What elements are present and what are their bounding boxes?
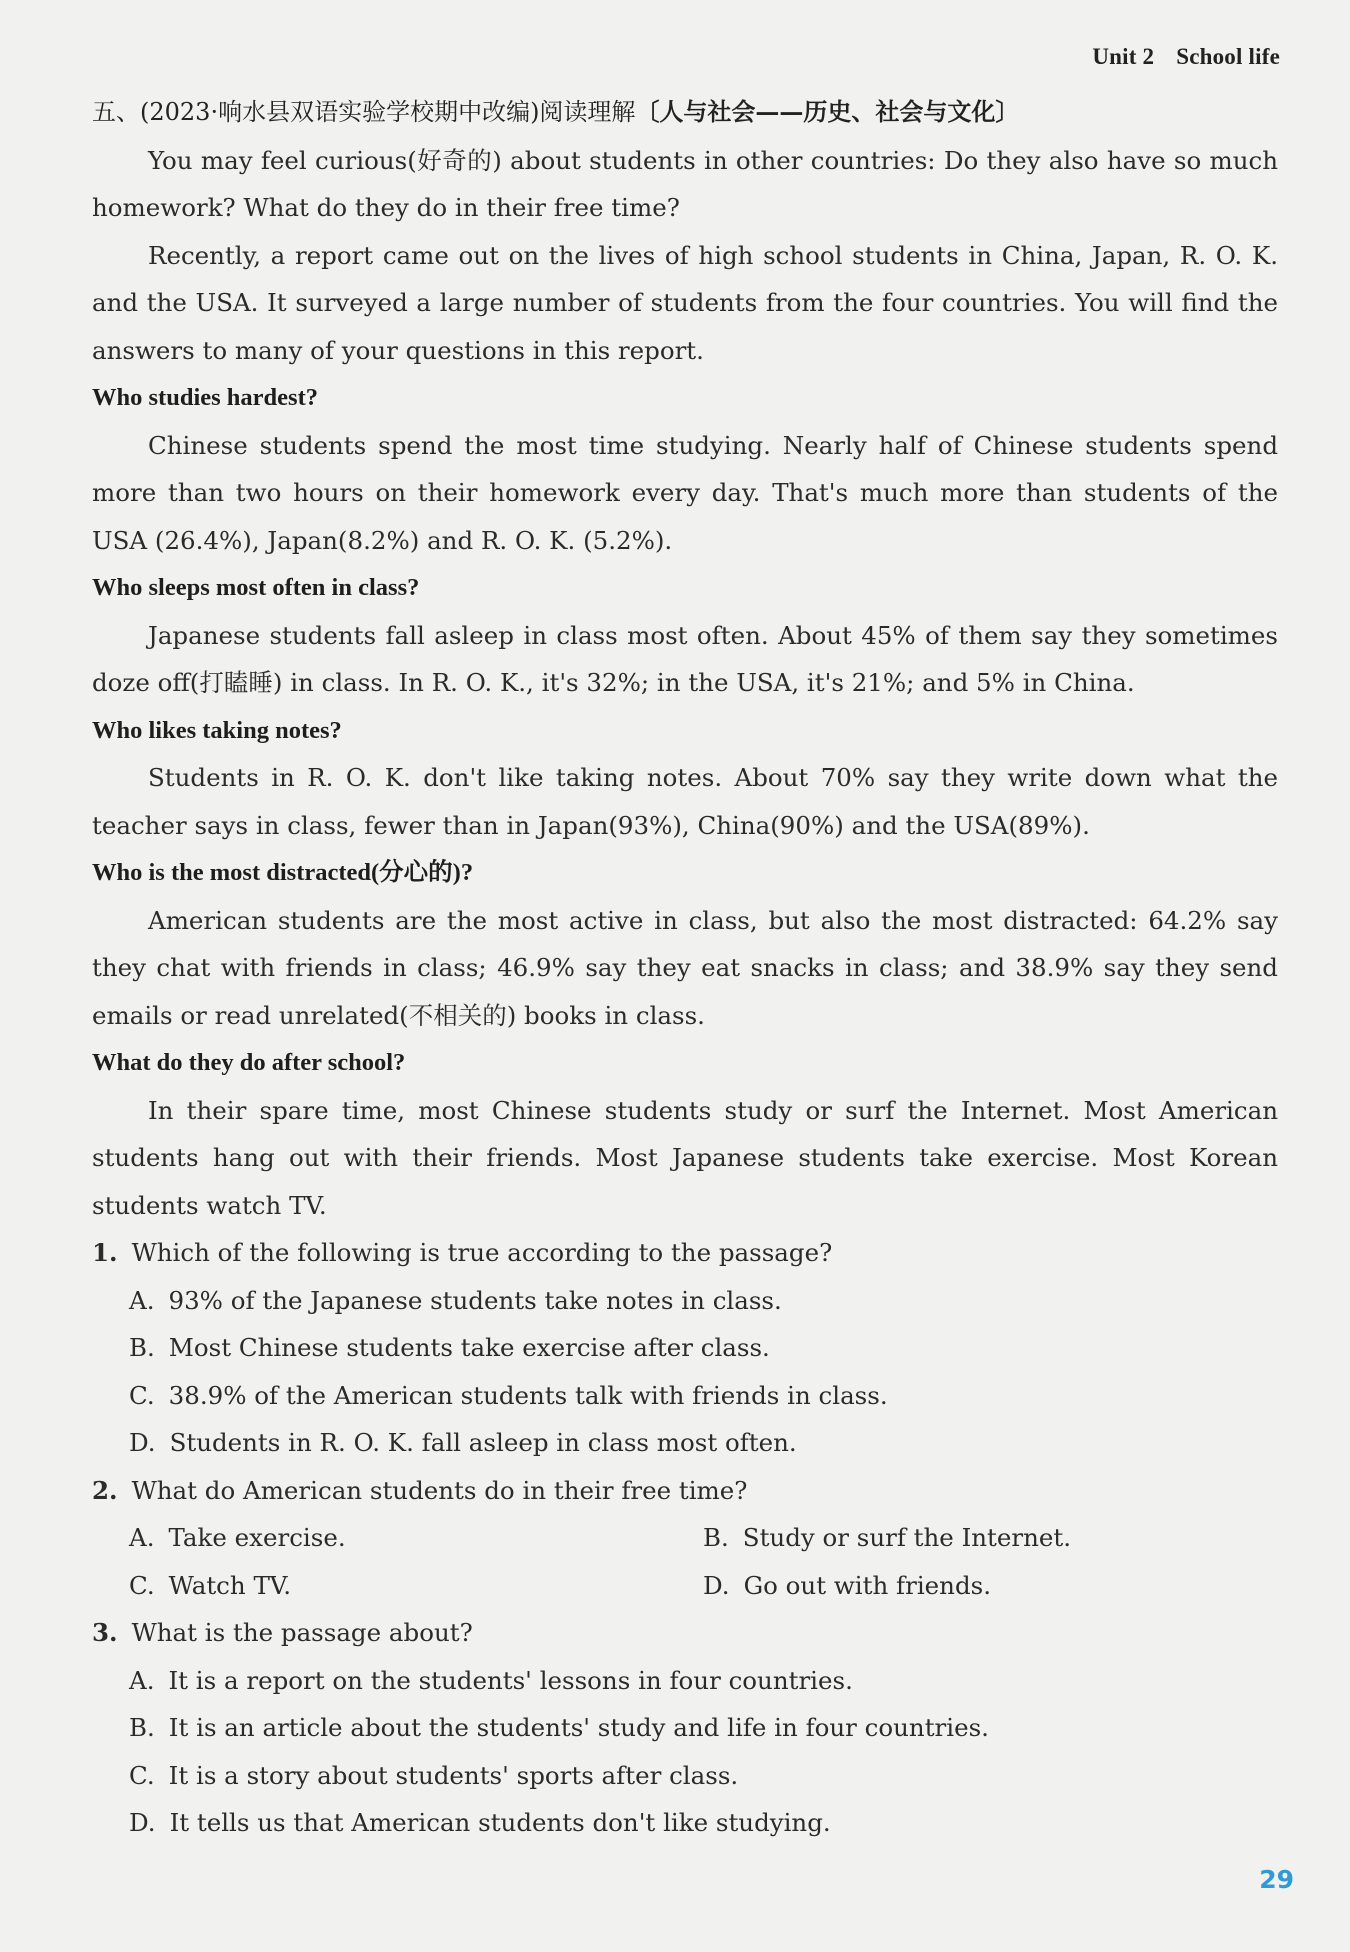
page-number: 29 — [1259, 1865, 1294, 1894]
unit-title: School life — [1176, 44, 1280, 69]
question-stem: What do American students do in their free time? — [131, 1475, 748, 1505]
question-stem: Which of the following is true according to the passage? — [131, 1238, 833, 1267]
question-number: 2. — [92, 1475, 118, 1505]
question-3 — [92, 1609, 1278, 1657]
intro-paragraph-2: Recently, a report came out on the lives of high school students in China, Japan, R. O. K. and the USA. It surveyed a large number of students from the four countries. You will find the answers to many of your questions in this report. — [92, 240, 1278, 365]
question-2 — [92, 1467, 1278, 1515]
question-2-options-row-1 — [92, 1514, 1278, 1562]
question-1 — [92, 1229, 1278, 1277]
section-prefix: 五、(2023·响水县双语实验学校期中改编)阅读理解 — [92, 98, 636, 126]
question-1-option-c[interactable]: C. 38.9% of the American students talk with friends in class. — [129, 1380, 888, 1410]
question-stem: What is the passage about? — [131, 1618, 473, 1647]
running-head — [1092, 44, 1280, 70]
question-number: 3. — [92, 1618, 118, 1647]
question-2-option-d[interactable]: D. Go out with friends. — [703, 1570, 991, 1600]
section-topic: 〔人与社会——历史、社会与文化〕 — [635, 97, 1020, 126]
question-3-option-a[interactable]: A. It is a report on the students' lessons in four countries. — [129, 1665, 853, 1695]
paragraph-after-school: In their spare time, most Chinese students study or surf the Internet. Most American students hang out with their friends. Most Japanese students take exercise. Most Korean students watch TV. — [92, 1095, 1278, 1220]
question-1-option-d[interactable]: D. Students in R. O. K. fall asleep in class most often. — [129, 1428, 797, 1457]
paragraph-studies: Chinese students spend the most time studying. Nearly half of Chinese students spend more than two hours on their homework every day. That's much more than students of the USA (26.4%), Japan(8.2%) and R. O. K. (5.2%). — [92, 430, 1278, 555]
question-3-option-d[interactable]: D. It tells us that American students don't like studying. — [129, 1808, 831, 1837]
subheading-after-school: What do they do after school? — [92, 1049, 406, 1076]
question-number: 1. — [92, 1238, 118, 1267]
subheading-distracted: Who is the most distracted(分心的)? — [92, 859, 474, 886]
paragraph-notes: Students in R. O. K. don't like taking notes. About 70% say they write down what the teacher says in class, fewer than in Japan(93%), China(90%) and the USA(89%). — [92, 763, 1278, 840]
question-2-option-c[interactable]: C. Watch TV. — [129, 1570, 292, 1600]
subheading-studies: Who studies hardest? — [92, 384, 318, 411]
paragraph-sleeps: Japanese students fall asleep in class most often. About 45% of them say they sometimes doze off(打瞌睡) in class. In R. O. K., it's 32%; in the USA, it's 21%; and 5% in China. — [92, 620, 1278, 697]
content — [92, 88, 1278, 1847]
question-1-option-a[interactable]: A. 93% of the Japanese students take notes in class. — [129, 1285, 782, 1315]
subheading-notes: Who likes taking notes? — [92, 716, 342, 744]
unit-label: Unit 2 — [1092, 44, 1155, 69]
question-1-option-b[interactable]: B. Most Chinese students take exercise after class. — [129, 1333, 770, 1362]
question-3-option-c[interactable]: C. It is a story about students' sports after class. — [129, 1760, 739, 1790]
intro-paragraph-1: You may feel curious(好奇的) about students in other countries: Do they also have so much homework? What do they do in their free time? — [92, 145, 1278, 222]
section-heading — [92, 88, 1278, 137]
question-2-option-b[interactable]: B. Study or surf the Internet. — [703, 1523, 1072, 1552]
question-3-option-b[interactable]: B. It is an article about the students' study and life in four countries. — [129, 1713, 989, 1742]
subheading-sleeps: Who sleeps most often in class? — [92, 574, 420, 601]
paragraph-distracted: American students are the most active in class, but also the most distracted: 64.2% say they chat with friends in class; 46.9% say they eat snacks in class; and 38.9% say they send emails or read unrelated(不相关的) books in class. — [92, 905, 1278, 1030]
question-2-option-a[interactable]: A. Take exercise. — [129, 1523, 346, 1552]
question-2-options-row-2 — [92, 1562, 1278, 1610]
